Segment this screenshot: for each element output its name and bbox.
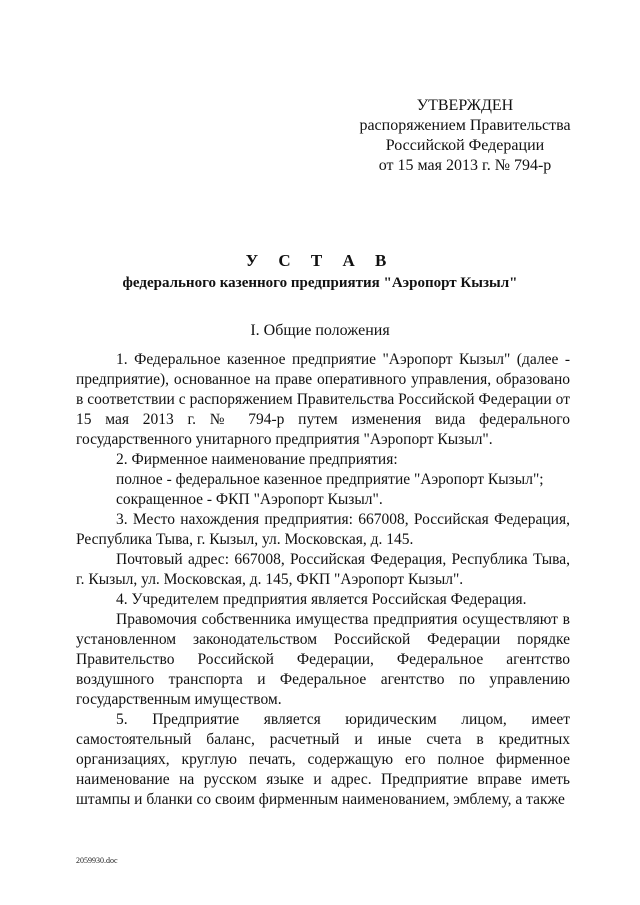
- document-title: У С Т А В: [245, 251, 395, 270]
- paragraph-1: 1. Федеральное казенное предприятие "Аэропорт Кызыл" (далее - предприятие), основанное на праве оперативного управления, образовано в соответствии с распоряжением Правительства Российской Федерации от 15 мая 2013 г. № 794-р путем изменения вида федерального государственного унитарного предприятия "Аэропорт Кызыл".: [76, 351, 570, 448]
- footer-filename: 2059930.doc: [76, 856, 118, 865]
- paragraph-2-short-name: сокращенное - ФКП "Аэропорт Кызыл".: [116, 491, 383, 508]
- approval-block: [340, 96, 590, 176]
- paragraph-3: 3. Место нахождения предприятия: 667008, Российская Федерация, Республика Тыва, г. Кызыл, ул. Московская, д. 145.: [76, 511, 570, 548]
- paragraph-3-postal: Почтовый адрес: 667008, Российская Федерация, Республика Тыва, г. Кызыл, ул. Московская, д. 145, ФКП "Аэропорт Кызыл".: [76, 551, 570, 588]
- approval-line: распоряжением Правительства: [359, 117, 571, 134]
- document-subtitle: федерального казенного предприятия "Аэропорт Кызыл": [122, 275, 518, 291]
- paragraph-2-full-name: полное - федеральное казенное предприятие "Аэропорт Кызыл";: [116, 471, 544, 488]
- paragraph-4: 4. Учредителем предприятия является Российская Федерация.: [116, 591, 527, 608]
- approval-date: от 15 мая 2013 г. № 794-р: [378, 157, 552, 174]
- paragraph-4-owner-rights: Правомочия собственника имущества предприятия осуществляют в установленном законодательством Российской Федерации порядке Правительство Российской Федерации, Федеральное агентство воздушного транспорта и Федеральное агентство по управлению государственным имуществом.: [76, 611, 570, 708]
- approval-title: УТВЕРЖДЕН: [416, 97, 514, 114]
- section-heading: I. Общие положения: [250, 322, 390, 339]
- paragraph-2: 2. Фирменное наименование предприятия:: [116, 451, 398, 468]
- approval-line: Российской Федерации: [385, 137, 545, 154]
- document-title-block: [0, 250, 640, 294]
- paragraph-5: 5. Предприятие является юридическим лицом, имеет самостоятельный баланс, расчетный и иные счета в кредитных организациях, круглую печать, содержащую его полное фирменное наименование на русском языке и адрес. Предприятие вправе иметь штампы и бланки со своим фирменным наименованием, эмблему, а также: [76, 711, 570, 808]
- document-body: [76, 350, 570, 810]
